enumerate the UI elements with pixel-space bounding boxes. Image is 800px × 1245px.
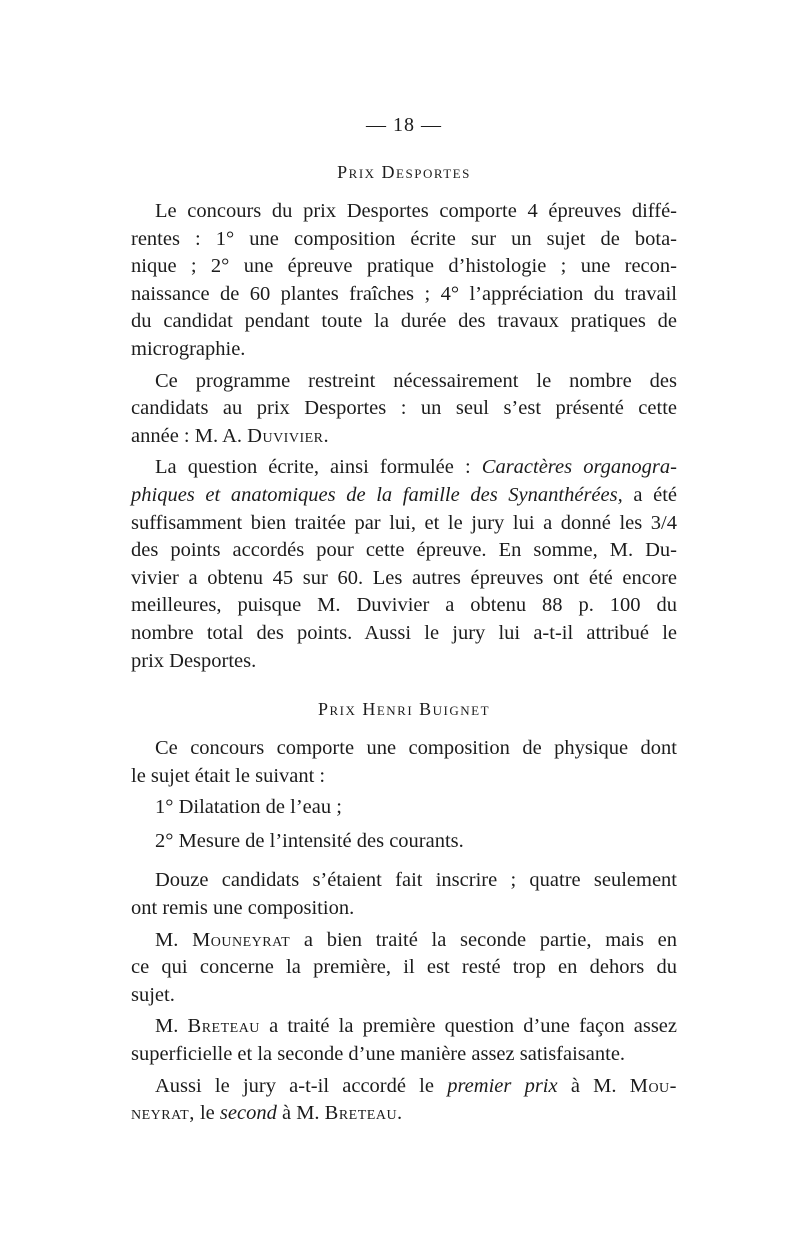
text-line: ont remis une composition. xyxy=(131,897,355,920)
text-line: du candidat pendant toute la durée des travaux pratiques de xyxy=(131,310,677,333)
text-line: naissance de 60 plantes fraîches ; 4° l’appréciation du travail xyxy=(131,282,677,305)
text-line: sujet. xyxy=(131,983,175,1006)
text-fragment: La question écrite, ainsi formulée : xyxy=(155,456,482,479)
paragraph-buignet-4 xyxy=(131,1013,677,1068)
text-line: Ce concours comporte une composition de physique dont xyxy=(155,737,677,760)
text-line: prix Desportes. xyxy=(131,649,257,672)
text-line: rentes : 1° une composition écrite sur un sujet de bota- xyxy=(131,227,677,250)
text-line: meilleures, puisque M. Duvivier a obtenu 88 p. 100 du xyxy=(131,594,677,617)
paragraph-buignet-2 xyxy=(131,867,677,922)
paragraph-buignet-3 xyxy=(131,927,677,1010)
text-line: micrographie. xyxy=(131,337,246,360)
text-line: Ce programme restreint nécessairement le nombre des xyxy=(155,369,677,392)
text-line: nombre total des points. Aussi le jury lui a-t-il attribué le xyxy=(131,621,677,644)
page-number: — 18 — xyxy=(366,114,442,136)
text-line xyxy=(131,1013,677,1041)
text-line: le sujet était le suivant : xyxy=(131,764,326,787)
candidate-name: Mouneyrat xyxy=(192,928,291,951)
paragraph-desportes-2 xyxy=(131,368,677,451)
text-fragment: le xyxy=(194,1102,220,1125)
text-line xyxy=(131,423,677,451)
section-heading-buignet: Prix Henri Buignet xyxy=(317,699,491,720)
text-fragment: a bien traité la seconde partie, mais en xyxy=(290,928,677,951)
text-line xyxy=(131,1073,677,1101)
paragraph-desportes-1 xyxy=(131,198,677,364)
paragraph-buignet-5 xyxy=(131,1073,677,1128)
candidate-name: neyrat, xyxy=(131,1102,195,1125)
text-line: Le concours du prix Desportes comporte 4 épreuves diffé- xyxy=(155,200,677,222)
italic-title: phiques et anatomiques de la famille des Synanthérées, xyxy=(131,483,623,506)
text-line xyxy=(131,1100,677,1128)
candidate-name: Breteau. xyxy=(324,1102,403,1125)
text-line xyxy=(131,482,677,510)
text-line: des points accordés pour cette épreuve. En somme, M. Du- xyxy=(131,539,677,562)
candidate-name: Duvivier. xyxy=(247,424,330,447)
text-fragment: Aussi le jury a-t-il accordé le xyxy=(155,1074,448,1097)
section-heading-desportes: Prix Desportes xyxy=(337,162,471,182)
italic-phrase: premier prix xyxy=(447,1074,558,1097)
paragraph-desportes-3 xyxy=(131,454,677,675)
text-fragment: à M. xyxy=(276,1102,325,1125)
text-fragment: à M. xyxy=(557,1074,630,1097)
text-line: Douze candidats s’étaient fait inscrire ; quatre seulement xyxy=(155,869,677,892)
text-line: candidats au prix Desportes : un seul s’est présenté cette xyxy=(131,397,677,420)
candidate-name: Breteau xyxy=(187,1015,260,1038)
italic-phrase: second xyxy=(219,1102,277,1125)
text-fragment: a traité la première question d’une façon assez xyxy=(259,1015,678,1038)
text-line xyxy=(131,454,677,482)
page xyxy=(131,112,677,1132)
paragraph-buignet-1 xyxy=(131,735,677,790)
list-item: 1° Dilatation de l’eau ; xyxy=(155,796,342,819)
text-fragment: année : M. A. xyxy=(131,424,248,447)
text-line xyxy=(131,927,677,955)
text-line: suffisamment bien traitée par lui, et le jury lui a donné les 3/4 xyxy=(131,511,677,534)
text-fragment: M. xyxy=(155,1015,188,1038)
candidate-name: Mou- xyxy=(629,1074,677,1097)
italic-title: Caractères organogra- xyxy=(481,456,677,479)
text-fragment: a été xyxy=(622,483,677,506)
text-fragment: M. xyxy=(155,928,193,951)
list-item: 2° Mesure de l’intensité des courants. xyxy=(155,829,464,852)
text-line: superficielle et la seconde d’une manière assez satisfaisante. xyxy=(131,1043,626,1066)
text-line: vivier a obtenu 45 sur 60. Les autres épreuves ont été encore xyxy=(131,566,677,589)
text-line: ce qui concerne la première, il est resté trop en dehors du xyxy=(131,956,677,979)
text-line: nique ; 2° une épreuve pratique d’histologie ; une recon- xyxy=(131,255,677,278)
